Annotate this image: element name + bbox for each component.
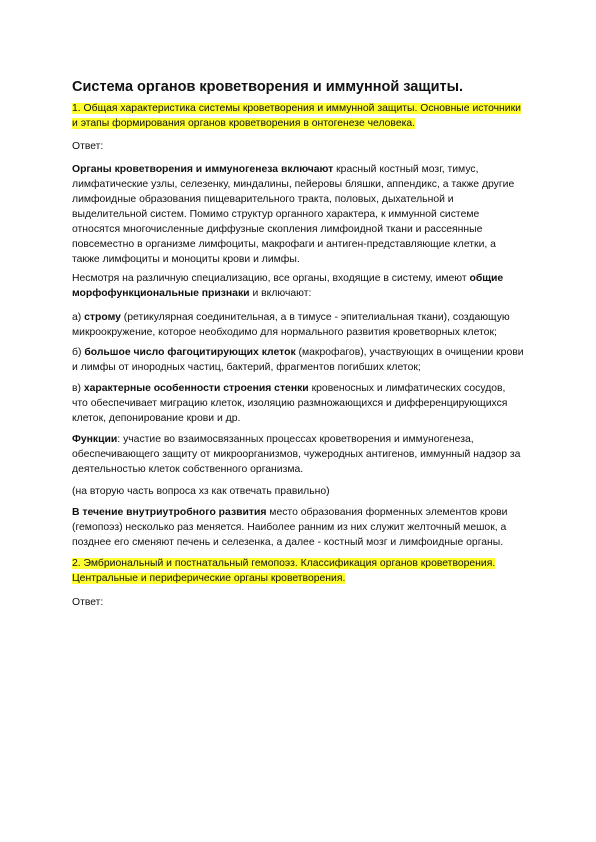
document-title: Система органов кроветворения и иммунной защиты. bbox=[72, 79, 463, 95]
question-2-highlight: 2. Эмбриональный и постнатальный гемопоэз. Классификация органов кроветворения. Центральные и периферические органы кроветворения. bbox=[72, 558, 496, 584]
paragraph-functions-bold: Функции bbox=[72, 434, 118, 445]
paragraph-organs-lead: Органы кроветворения и иммуногенеза включают bbox=[72, 164, 334, 175]
question-1 bbox=[72, 101, 524, 131]
paragraph-common-start: Несмотря на различную специализацию, все органы, входящие в систему, имеют bbox=[72, 273, 470, 284]
list-item-a bbox=[72, 310, 524, 340]
paragraph-prenatal bbox=[72, 505, 524, 550]
answer-label-1: Ответ: bbox=[72, 141, 104, 152]
paragraph-functions bbox=[72, 432, 524, 477]
paragraph-prenatal-text: место образования форменных элементов крови (гемопоэз) несколько раз меняется. Наиболее ранним из них служит желточный мешок, а позднее его сменяют печень и селезенка, а далее - костный мозг и лимфоидные органы. bbox=[72, 507, 508, 548]
answer-label-2: Ответ: bbox=[72, 597, 104, 608]
list-item-b-bold: большое число фагоцитирующих клеток bbox=[84, 347, 296, 358]
list-item-b bbox=[72, 345, 524, 375]
list-item-a-text: (ретикулярная соединительная, а в тимусе - эпителиальная ткани), создающую микроокружение, которое необходимо для нормального развития кроветворных клеток; bbox=[72, 312, 510, 338]
paragraph-common-end: и включают: bbox=[249, 288, 312, 299]
list-item-b-prefix: б) bbox=[72, 347, 85, 358]
paragraph-common-bold: общие морфофункциональные признаки bbox=[72, 273, 504, 299]
list-item-b-text: (макрофагов), участвующих в очищении крови и лимфы от инородных частиц, бактерий, фрагментов погибших клеток; bbox=[72, 347, 524, 373]
note-text: (на вторую часть вопроса хз как отвечать правильно) bbox=[72, 486, 330, 497]
list-item-c bbox=[72, 381, 524, 426]
question-2 bbox=[72, 556, 524, 586]
paragraph-organs bbox=[72, 162, 524, 267]
list-item-a-prefix: а) bbox=[72, 312, 85, 323]
question-1-highlight: 1. Общая характеристика системы кроветворения и иммунной защиты. Основные источники и этапы формирования органов кроветворения в онтогенезе человека. bbox=[72, 103, 521, 129]
list-item-a-bold: строму bbox=[84, 312, 121, 323]
list-item-c-prefix: в) bbox=[72, 383, 84, 394]
paragraph-functions-text: : участие во взаимосвязанных процессах кроветворения и иммуногенеза, обеспечивающего защиту от микроорганизмов, чужеродных антигенов, иммунный надзор за деятельностью клеток собственного организма. bbox=[72, 434, 521, 475]
paragraph-prenatal-bold: В течение внутриутробного развития bbox=[72, 507, 267, 518]
list-item-c-bold: характерные особенности строения стенки bbox=[83, 383, 309, 394]
list-item-c-text: кровеносных и лимфатических сосудов, что обеспечивает миграцию клеток, изоляцию размножающихся и дифференцирующихся клеток, депонирование крови и др. bbox=[72, 383, 508, 424]
paragraph-common-features bbox=[72, 271, 524, 301]
paragraph-organs-text: красный костный мозг, тимус, лимфатические узлы, селезенку, миндалины, пейеровы бляшки, аппендикс, а также другие лимфоидные образования пищеварительного тракта, половых, дыхательной и выделительной систем. Помимо структур органного характера, к иммунной системе относятся многочисленные диффузные скопления лимфоидной ткани и рассеянные повсеместно в организме лимфоциты, макрофаги и антиген-представляющие клетки, а также лимфоциты и моноциты крови и лимфы. bbox=[72, 164, 515, 265]
